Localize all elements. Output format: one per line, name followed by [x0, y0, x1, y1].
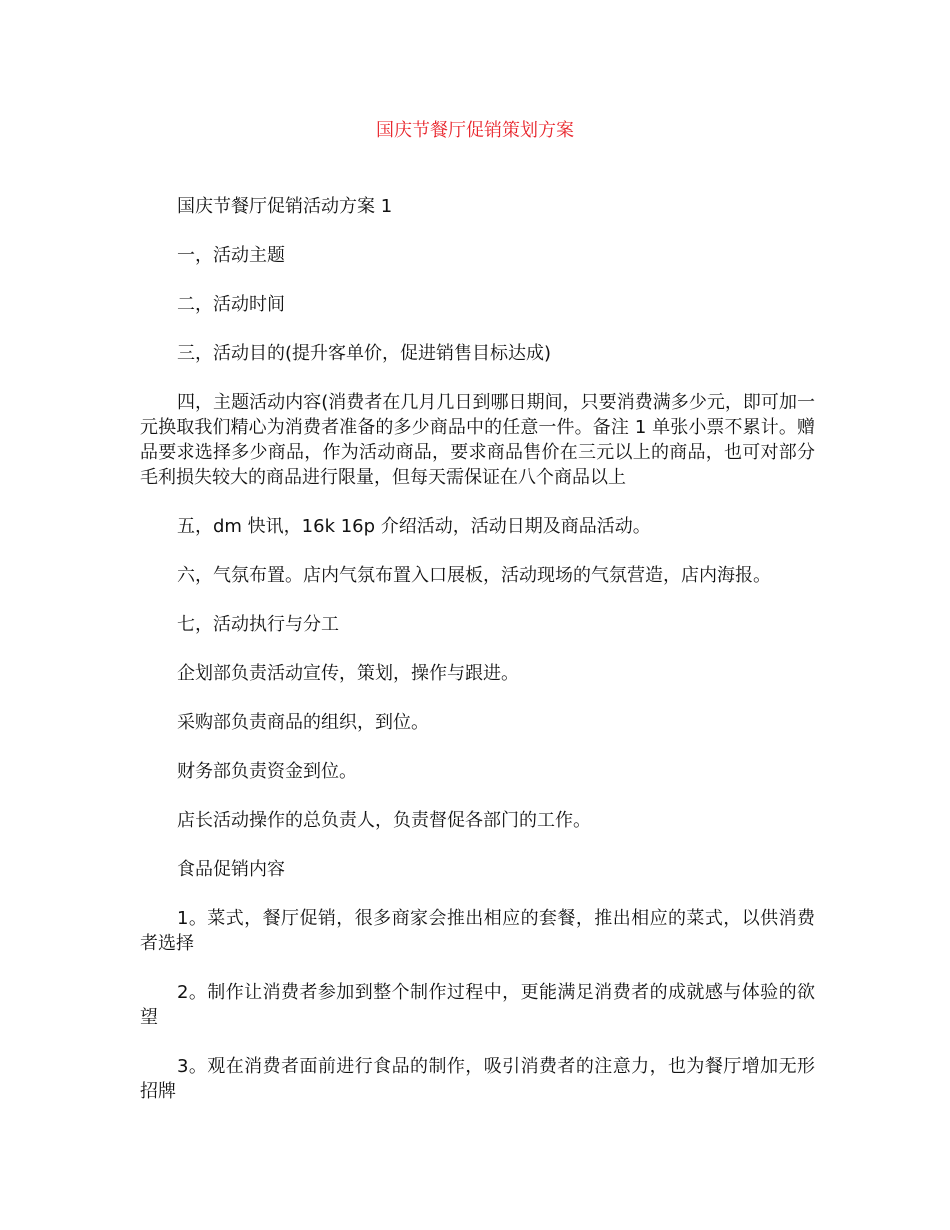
paragraph-activity-theme: 一，活动主题 — [177, 245, 285, 266]
paragraph-store-manager: 店长活动操作的总负责人，负责督促各部门的工作。 — [177, 810, 591, 831]
paragraph-food-item-2: 2。制作让消费者参加到整个制作过程中，更能满足消费者的成就感与体验的欲望 — [140, 982, 815, 1028]
paragraph-activity-time: 二，活动时间 — [177, 294, 285, 315]
paragraph-activity-goal: 三，活动目的(提升客单价，促进销售目标达成) — [177, 343, 552, 364]
paragraph-food-promo-heading: 食品促销内容 — [177, 859, 285, 880]
paragraph-food-item-1: 1。菜式，餐厅促销，很多商家会推出相应的套餐，推出相应的菜式，以供消费者选择 — [140, 908, 815, 954]
document-title: 国庆节餐厅促销策划方案 — [376, 120, 574, 141]
paragraph-food-item-3: 3。观在消费者面前进行食品的制作，吸引消费者的注意力，也为餐厅增加无形招牌 — [140, 1056, 815, 1102]
paragraph-execution: 七，活动执行与分工 — [177, 614, 339, 635]
paragraph-purchasing-dept: 采购部负责商品的组织，到位。 — [177, 712, 429, 733]
paragraph-activity-content: 四，主题活动内容(消费者在几月几日到哪日期间，只要消费满多少元，即可加一元换取我们精心为消费者准备的多少商品中的任意一件。备注 1 单张小票不累计。赠品要求选择多少商品，作为活动商品，要求商品售价在三元以上的商品，也可对部分毛利损失较大的商品进行限量，但每天需保证在八个商品以上 — [140, 392, 815, 488]
paragraph-plan-heading: 国庆节餐厅促销活动方案 1 — [177, 196, 393, 217]
paragraph-planning-dept: 企划部负责活动宣传，策划，操作与跟进。 — [177, 663, 519, 684]
document-body — [140, 194, 815, 1128]
paragraph-dm-flyer: 五，dm 快讯，16k 16p 介绍活动，活动日期及商品活动。 — [177, 516, 651, 537]
paragraph-atmosphere: 六，气氛布置。店内气氛布置入口展板，活动现场的气氛营造，店内海报。 — [177, 565, 771, 586]
paragraph-finance-dept: 财务部负责资金到位。 — [177, 761, 357, 782]
